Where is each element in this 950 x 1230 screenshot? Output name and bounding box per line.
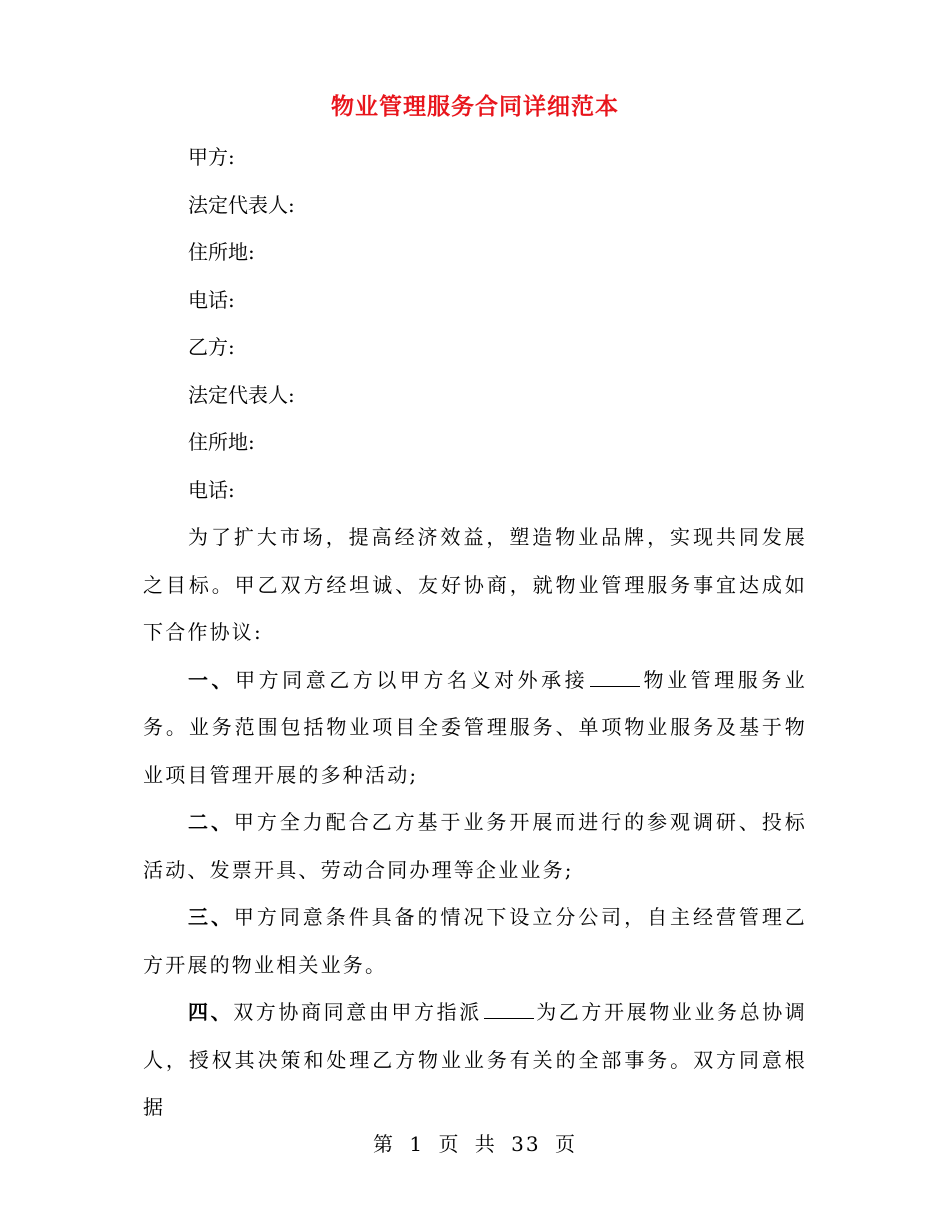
clause-4-blank-line xyxy=(484,1000,534,1019)
party-b-representative: 法定代表人: xyxy=(188,382,295,407)
clause-1-text-after: 物业管理服务业务。业务范围包括物业项目全委管理服务、单项物业服务及基于物业项目管理开展的多种活动; xyxy=(143,667,808,787)
clause-4-number: 四、 xyxy=(188,1000,234,1024)
party-b-label: 乙方: xyxy=(188,335,235,359)
clause-4-text-after: 为乙方开展物业业务总协调人，授权其决策和处理乙方物业业务有关的全部事务。双方同意根据 xyxy=(143,1000,807,1119)
party-a-phone: 电话: xyxy=(188,287,235,312)
clause-4 xyxy=(143,989,807,1132)
clause-3 xyxy=(143,894,807,989)
clause-3-text: 甲方同意条件具备的情况下设立分公司，自主经营管理乙方开展的物业相关业务。 xyxy=(143,905,808,977)
clause-2-number: 二、 xyxy=(188,810,234,834)
party-b-address: 住所地: xyxy=(188,430,255,454)
party-a-label: 甲方: xyxy=(188,145,235,169)
party-a-representative: 法定代表人: xyxy=(188,192,295,217)
page-number-footer: 第 1 页 共 33 页 xyxy=(373,1132,577,1156)
clause-3-number: 三、 xyxy=(188,905,234,929)
party-b-phone: 电话: xyxy=(188,477,235,502)
clause-2-text: 甲方全力配合乙方基于业务开展而进行的参观调研、投标活动、发票开具、劳动合同办理等企业业务; xyxy=(143,810,808,882)
clause-1-text-before: 甲方同意乙方以甲方名义对外承接 xyxy=(235,667,589,692)
clause-2 xyxy=(143,799,807,894)
document-body xyxy=(143,134,807,1132)
clause-4-text-before: 双方协商同意由甲方指派 xyxy=(233,1000,482,1024)
intro-paragraph: 为了扩大市场，提高经济效益，塑造物业品牌，实现共同发展之目标。甲乙双方经坦诚、友好协商，就物业管理服务事宜达成如下合作协议: xyxy=(143,525,807,644)
party-a-address: 住所地: xyxy=(188,240,255,264)
clause-1-number: 一、 xyxy=(188,667,236,692)
clause-1-blank-line xyxy=(590,668,640,687)
document-title: 物业管理服务合同详细范本 xyxy=(331,93,619,120)
clause-1 xyxy=(143,657,807,800)
